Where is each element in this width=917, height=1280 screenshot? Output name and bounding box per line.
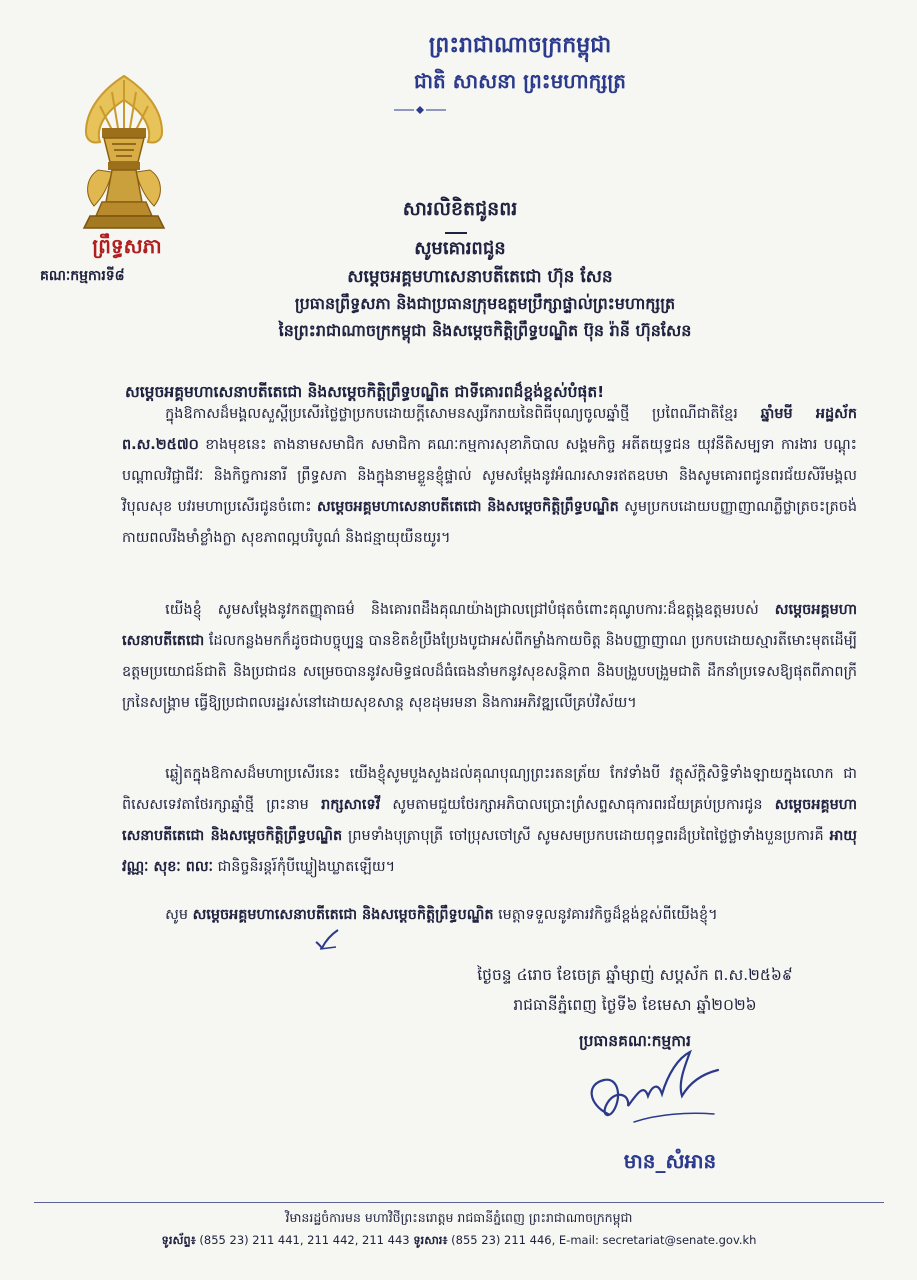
sender-org-name: ព្រឹទ្ធសភា [92,234,162,258]
p3-text-c: ព្រមទាំងបុត្រាបុត្រី ចៅប្រុសចៅស្រី សូមសមប្រកបដោយពុទ្ធពរដ៏ប្រពៃថ្លៃថ្លាទាំងបួនប្រការគឺ [342,828,830,844]
footer-address: វិមានរដ្ឋចំការមន មហាវិថីព្រះនរោត្តម រាជធានីភ្នំពេញ ព្រះរាជាណាចក្រកម្ពុជា [285,1210,633,1225]
footer-contact [34,1230,884,1250]
checkmark-icon [314,928,340,950]
paragraph-3 [122,759,857,883]
national-motto: ជាតិ សាសនា ព្រះមហាក្សត្រ [414,69,626,93]
signer-name: មាន_សំអាន [623,1149,717,1173]
recipient-name: សម្តេចអគ្គមហាសេនាបតីតេជោ ហ៊ុន សែន [347,267,613,287]
footer-fax-email: (855 23) 211 446, E-mail: secretariat@senate.gov.kh [447,1233,757,1247]
paragraph-4 [122,900,857,931]
solar-date: រាជធានីភ្នំពេញ ថ្ងៃទី៦ ខែមេសា ឆ្នាំ២០២៦ [513,996,757,1014]
lunar-date: ថ្ងៃចន្ទ ៤រោច ខែចេត្រ ឆ្នាំម្សាញ់ សប្តស័ក ព.ស.២៥៦៩ [477,966,793,984]
kingdom-header: ព្រះរាជាណាចក្រកម្ពុជា [428,33,612,58]
respect-line: សូមគោរពជូន [414,238,506,259]
p1-text-a: ក្នុងឱកាសដ៏មង្គលសួស្តីប្រសើរថ្លៃថ្លាប្រកបដោយក្តីសោមនស្សរីករាយនៃពិធីបុណ្យចូលឆ្នាំថ្មី ប្រពៃណីជាតិខ្មែរ [165,406,761,422]
p1-text-b: ខាងមុខនេះ តាងនាមសមាជិក សមាជិកា គណៈកម្មការសុខាភិបាល សង្គមកិច្ច អតីតយុទ្ធជន យុវនីតិសម្បទា ការងារ បណ្តុះបណ្តាលវិជ្ជាជីវៈ និងកិច្ចការនារី ព្រឹទ្ធសភា និងក្នុងនាមខ្លួនខ្ញុំផ្ទាល់ សូមសម្តែងនូវអំណរសាទរឥតឧបមា និងសូមគោរពជូនពរជ័យសិរីមង្គល វិបុលសុខ បវរមហាប្រសើរជូនចំពោះ [122,437,857,515]
p2-text-b: ដែលកន្លងមកក៏ដូចជាបច្ចុប្បន្ន បានខិតខំប្រឹងប្រែងបូជាអស់ពីកម្លាំងកាយចិត្ត និងបញ្ញាញាណ ប្រកបដោយស្មារតីមោះមុតដើម្បីឧត្តមប្រយោជន៍ជាតិ និងប្រជាជន សម្រេចបាននូវសមិទ្ធផលដ៏ធំធេងនាំមកនូវសុខសន្តិភាព និងបង្រួបបង្រួមជាតិ ដឹកនាំប្រទេសឱ្យផុតពីភាពក្រីក្រនៃសង្គ្រាម ធ្វើឱ្យប្រជាពលរដ្ឋរស់នៅដោយសុខសាន្ត សុខដុមរមនា និងការអភិវឌ្ឍលើគ្រប់វិស័យ។ [122,633,857,711]
paragraph-2 [122,595,857,719]
document-title: សារលិខិតជូនពរ [402,198,518,220]
paragraph-1 [122,399,857,554]
recipient-position-line1: ប្រធានព្រឹទ្ធសភា និងជាប្រធានក្រុមឧត្តមប្រឹក្សាផ្ទាល់ព្រះមហាក្សត្រ [294,294,676,313]
footer-phone-label: ទូរស័ព្ទ៖ [161,1233,196,1247]
footer-phone: (855 23) 211 441, 211 442, 211 443 [195,1233,414,1247]
p4-names: សម្តេចអគ្គមហាសេនាបតីតេជោ និងសម្តេចកិត្តិព្រឹទ្ធបណ្ឌិត [192,907,494,923]
recipient-position-line2: នៃព្រះរាជាណាចក្រកម្ពុជា និងសម្តេចកិត្តិព្រឹទ្ធបណ្ឌិត ប៊ុន រ៉ានី ហ៊ុនសែន [278,321,692,340]
ornament-divider-icon [394,104,446,116]
salutation: សម្តេចអគ្គមហាសេនាបតីតេជោ និងសម្តេចកិត្តិព្រឹទ្ធបណ្ឌិត ជាទីគោរពដ៏ខ្ពង់ខ្ពស់បំផុត! [125,383,605,401]
title-dash [445,232,467,234]
p2-name: សម្តេចអគ្គមហាសេនាបតីតេជោ [122,602,857,649]
handwritten-signature-icon [578,1044,738,1144]
p3-text-a: ឆ្លៀតក្នុងឱកាសដ៏មហាប្រសើរនេះ យើងខ្ញុំសូមបួងសួងដល់គុណបុណ្យព្រះរតនត្រ័យ កែវទាំងបី វត្ថុស័ក្តិសិទ្ធិទាំងឡាយក្នុងលោក ជាពិសេសទេវតាថែរក្សាឆ្នាំថ្មី ព្រះនាម [122,766,857,813]
p3-blessings: អាយុ វណ្ណៈ សុខៈ ពលៈ [122,828,857,875]
p3-deity: រាក្សសាទេវី [321,797,381,813]
p1-names: សម្តេចអគ្គមហាសេនាបតីតេជោ និងសម្តេចកិត្តិព្រឹទ្ធបណ្ឌិត [316,499,619,515]
senate-emblem-icon [72,70,176,232]
p4-text-a: សូម [165,907,193,923]
p3-names: សម្តេចអគ្គមហាសេនាបតីតេជោ និងសម្តេចកិត្តិព្រឹទ្ធបណ្ឌិត [122,797,857,844]
p3-text-b: សូមតាមជួយថែរក្សាអភិបាលប្រោះព្រំសព្ទសាធុការពរជ័យគ្រប់ប្រការជូន [380,797,775,813]
p2-text-a: យើងខ្ញុំ សូមសម្តែងនូវកតញ្ញុតាធម៌ និងគោរពដឹងគុណយ៉ាងជ្រាលជ្រៅបំផុតចំពោះគុណូបការៈដ៏ឧត្តុង្គឧត្តមរបស់ [165,602,775,618]
footer-fax-label: ទូរសារ៖ [413,1233,448,1247]
p4-text-b: មេត្តាទទួលនូវគារវកិច្ចដ៏ខ្ពង់ខ្ពស់ពីយើងខ្ញុំ។ [493,907,718,923]
p3-text-d: ជានិច្ចនិរន្តរ៍កុំបីឃ្លៀងឃ្លាតឡើយ។ [213,859,396,875]
signer-title: ប្រធានគណៈកម្មការ [579,1032,691,1050]
footer-divider [34,1202,884,1203]
p1-text-c: សូមប្រកបដោយបញ្ញាញាណភ្លឺថ្លាត្រចះត្រចង់ កាយពលរឹងមាំខ្លាំងក្លា សុខភាពល្អបរិបូណ៌ និងជន្មាយុយឺនយូរ។ [122,499,857,546]
p1-year: ឆ្នាំមមី អដ្ឋស័ក ព.ស.២៥៧០ [122,406,857,453]
sender-commission: គណៈកម្មការទី៨ [40,268,125,284]
